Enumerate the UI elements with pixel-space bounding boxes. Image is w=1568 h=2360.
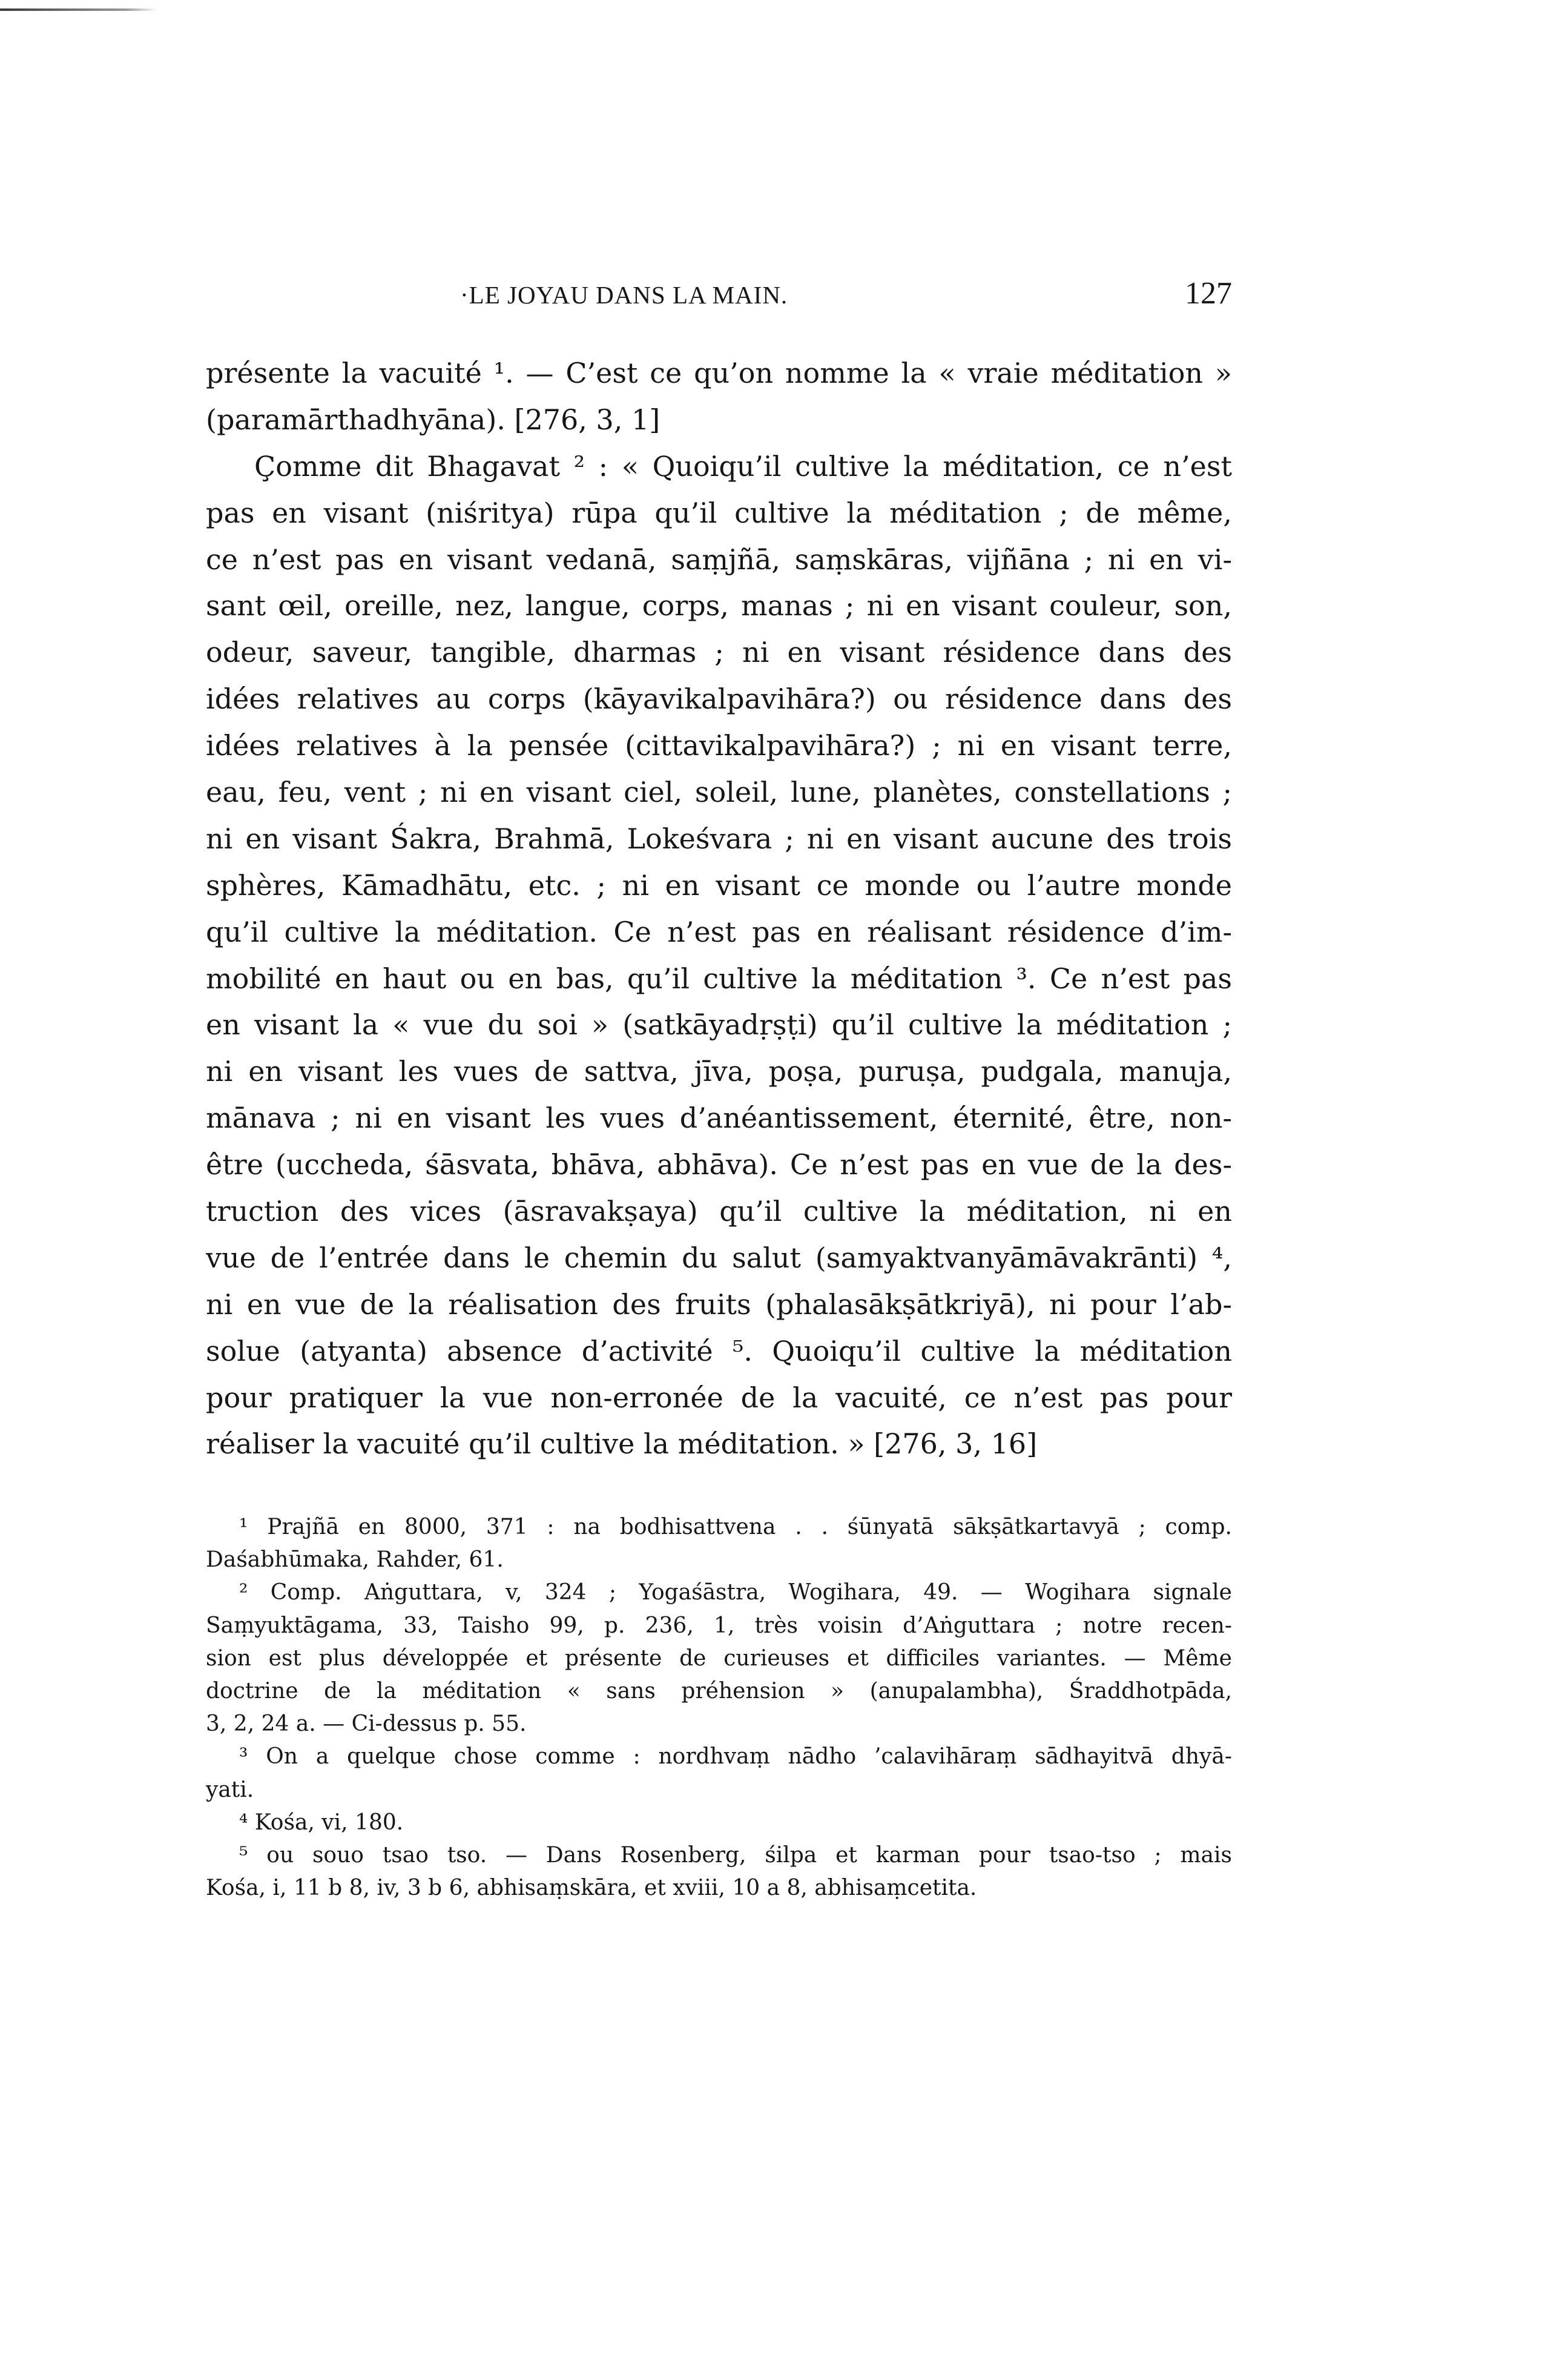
- body-line: mānava ; ni en visant les vues d’anéantissement, éternité, être, non-: [206, 1102, 1232, 1135]
- footnote-3-line: ³ On a quelque chose comme : nordhvaṃ nādho ’calavihāraṃ sādhayitvā dhyā-: [239, 1744, 1232, 1770]
- main-text: [206, 350, 1232, 1467]
- page-number: 127: [1185, 276, 1232, 311]
- body-line: sphères, Kāmadhātu, etc. ; ni en visant ce monde ou l’autre monde: [206, 868, 1232, 902]
- scan-edge-mark: [0, 8, 157, 11]
- running-title: ·LE JOYAU DANS LA MAIN.: [460, 281, 788, 309]
- body-line: idées relatives à la pensée (cittavikalpavihāra?) ; ni en visant terre,: [206, 729, 1232, 762]
- body-line: en visant la « vue du soi » (satkāyadṛṣṭi) qu’il cultive la méditation ;: [206, 1008, 1232, 1042]
- body-line: ni en vue de la réalisation des fruits (phalasākṣātkriyā), ni pour l’ab-: [206, 1287, 1232, 1321]
- body-line: être (uccheda, śāsvata, bhāva, abhāva). Ce n’est pas en vue de la des-: [206, 1148, 1232, 1182]
- body-line: eau, feu, vent ; ni en visant ciel, soleil, lune, planètes, constellations ;: [206, 776, 1232, 809]
- body-line: ni en visant les vues de sattva, jīva, poṣa, puruṣa, pudgala, manuja,: [206, 1055, 1232, 1088]
- footnote-1-line: ¹ Prajñā en 8000, 371 : na bodhisattvena . . śūnyatā sākṣātkartavyā ; comp.: [239, 1515, 1232, 1539]
- footnote-2-line: 3, 2, 24 a. — Ci-dessus p. 55.: [206, 1711, 527, 1737]
- body-line: qu’il cultive la méditation. Ce n’est pas en réalisant résidence d’im-: [206, 915, 1232, 948]
- body-line: ni en visant Śakra, Brahmā, Lokeśvara ; ni en visant aucune des trois: [206, 822, 1232, 855]
- footnote-5-line: Kośa, i, 11 b 8, iv, 3 b 6, abhisaṃskāra, et xviii, 10 a 8, abhisaṃcetita.: [206, 1876, 977, 1901]
- body-line: ce n’est pas en visant vedanā, saṃjñā, saṃskāras, vijñāna ; ni en vi-: [206, 543, 1232, 576]
- running-head: [206, 276, 1232, 318]
- footnotes: [206, 1511, 1232, 1905]
- footnote-4-line: ⁴ Kośa, vi, 180.: [239, 1810, 404, 1835]
- body-line: réaliser la vacuité qu’il cultive la méditation. » [276, 3, 16]: [206, 1427, 1038, 1461]
- body-line: pour pratiquer la vue non-erronée de la vacuité, ce n’est pas pour: [206, 1381, 1232, 1414]
- body-line: vue de l’entrée dans le chemin du salut (samyaktvanyāmāvakrānti) ⁴,: [206, 1241, 1232, 1274]
- body-line: présente la vacuité ¹. — C’est ce qu’on nomme la « vraie méditation »: [206, 357, 1232, 389]
- body-line: truction des vices (āsravakṣaya) qu’il cultive la méditation, ni en: [206, 1195, 1232, 1228]
- body-line: Çomme dit Bhagavat ² : « Quoiqu’il cultive la méditation, ce n’est: [254, 449, 1232, 483]
- footnote-1-line: Daśabhūmaka, Rahder, 61.: [206, 1547, 504, 1573]
- body-line: pas en visant (niśritya) rūpa qu’il cultive la méditation ; de même,: [206, 496, 1232, 529]
- body-line: idées relatives au corps (kāyavikalpavihāra?) ou résidence dans des: [206, 683, 1232, 716]
- footnote-3-line: yati.: [206, 1777, 254, 1802]
- footnote-5-line: ⁵ ou souo tsao tso. — Dans Rosenberg, śilpa et karman pour tsao-tso ; mais: [239, 1842, 1232, 1868]
- body-line: sant œil, oreille, nez, langue, corps, manas ; ni en visant couleur, son,: [206, 589, 1232, 623]
- body-line: (paramārthadhyāna). [276, 3, 1]: [206, 403, 660, 436]
- body-line: solue (atyanta) absence d’activité ⁵. Quoiqu’il cultive la méditation: [206, 1334, 1232, 1367]
- body-line: odeur, saveur, tangible, dharmas ; ni en visant résidence dans des: [206, 636, 1232, 669]
- body-line: mobilité en haut ou en bas, qu’il cultive la méditation ³. Ce n’est pas: [206, 962, 1232, 995]
- footnote-2-line: sion est plus développée et présente de curieuses et difficiles variantes. — Même: [206, 1645, 1232, 1671]
- footnote-2-line: doctrine de la méditation « sans préhension » (anupalambha), Śraddhotpāda,: [206, 1678, 1232, 1704]
- footnote-2-line: ² Comp. Aṅguttara, v, 324 ; Yogaśāstra, Wogihara, 49. — Wogihara signale: [239, 1580, 1232, 1605]
- footnote-2-line: Saṃyuktāgama, 33, Taisho 99, p. 236, 1, très voisin d’Aṅguttara ; notre recen-: [206, 1613, 1232, 1638]
